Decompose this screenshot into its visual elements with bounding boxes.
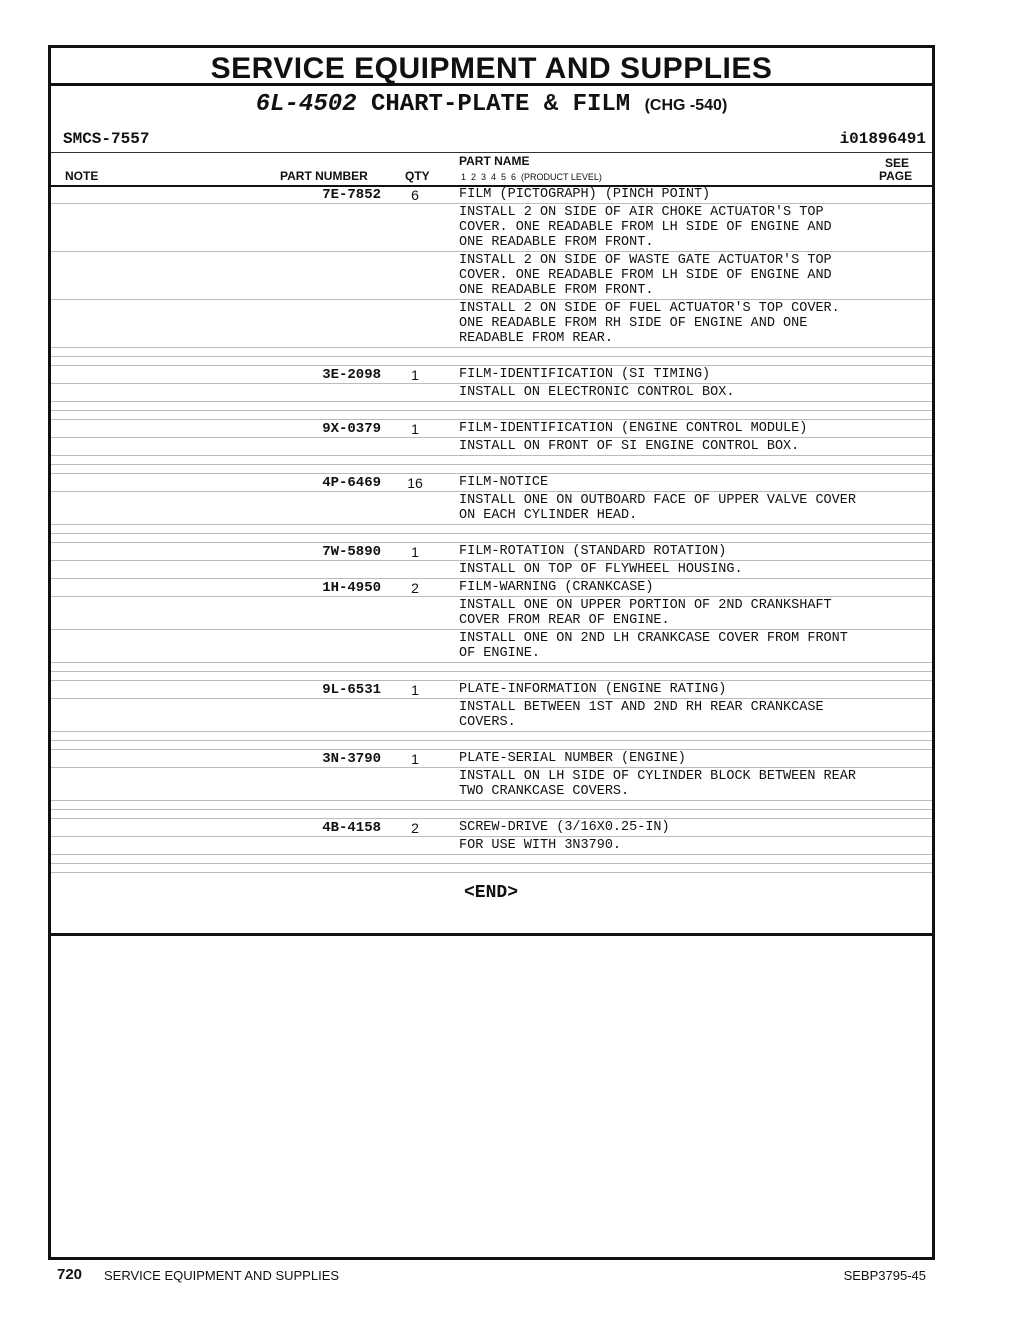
table-row: [51, 543, 932, 561]
part-name-cell: FILM-NOTICE: [459, 475, 549, 490]
qty-cell: [381, 864, 449, 865]
table-row: [51, 855, 932, 864]
table-row: [51, 420, 932, 438]
part-number-cell: [51, 855, 381, 856]
qty-cell: 1: [411, 421, 419, 437]
part-number-cell: [51, 456, 381, 457]
note-text-cell: [449, 411, 879, 412]
note-text-cell: [449, 801, 879, 802]
note-text-cell: [449, 855, 879, 856]
note-text-cell: [449, 357, 879, 358]
part-number-cell: [51, 438, 381, 439]
part-number-cell: [51, 597, 381, 598]
table-row: [51, 252, 932, 300]
qty-cell: [381, 837, 449, 838]
part-number-cell: [51, 357, 381, 358]
table-row: [51, 561, 932, 579]
qty-cell: [381, 438, 449, 439]
qty-cell: [381, 300, 449, 301]
part-name-cell: FILM-IDENTIFICATION (ENGINE CONTROL MODULE): [459, 421, 808, 436]
table-row: [51, 663, 932, 672]
part-number-cell: [51, 768, 381, 769]
table-row: [51, 864, 932, 873]
part-number-cell: [51, 732, 381, 733]
assembly-part-number: 6L-4502: [255, 91, 357, 118]
smcs-code: SMCS-7557: [63, 130, 150, 148]
part-number-cell: [51, 801, 381, 802]
table-row: [51, 597, 932, 630]
qty-cell: 1: [411, 367, 419, 383]
qty-cell: [381, 384, 449, 385]
note-text-cell: [449, 864, 879, 865]
footer-doc-id: SEBP3795-45: [843, 1268, 926, 1283]
footer-page-number: 720: [57, 1266, 83, 1283]
table-row: [51, 579, 932, 597]
qty-cell: [381, 741, 449, 742]
col-part-name: PART NAME: [459, 154, 530, 168]
note-text-cell: [449, 525, 879, 526]
table-row: [51, 699, 932, 732]
part-number-cell: [51, 492, 381, 493]
note-text-cell: [449, 465, 879, 466]
end-marker: <END>: [464, 883, 519, 903]
part-number-cell: [51, 465, 381, 466]
note-text-cell: [449, 348, 879, 349]
table-row: [51, 366, 932, 384]
table-row: [51, 630, 932, 663]
qty-cell: [381, 810, 449, 811]
qty-cell: [381, 855, 449, 856]
qty-cell: [381, 801, 449, 802]
note-text-cell: [449, 810, 879, 811]
table-row: [51, 402, 932, 411]
table-row: [51, 750, 932, 768]
qty-cell: 1: [411, 682, 419, 698]
note-text-cell: INSTALL ON TOP OF FLYWHEEL HOUSING.: [459, 562, 743, 577]
table-row: [51, 456, 932, 465]
part-number-cell: [51, 699, 381, 700]
qty-cell: [381, 456, 449, 457]
qty-cell: [381, 534, 449, 535]
table-row: [51, 810, 932, 819]
table-row: [51, 474, 932, 492]
qty-cell: [381, 672, 449, 673]
table-row: [51, 348, 932, 357]
part-number-cell: 4B-4158: [322, 820, 381, 836]
part-number-cell: [51, 384, 381, 385]
part-number-cell: [51, 348, 381, 349]
qty-cell: [381, 492, 449, 493]
table-row: [51, 534, 932, 543]
page-title: SERVICE EQUIPMENT AND SUPPLIES: [210, 52, 773, 85]
note-text-cell: FOR USE WITH 3N3790.: [459, 838, 622, 853]
part-name-cell: FILM-WARNING (CRANKCASE): [459, 580, 654, 595]
note-text-cell: [449, 741, 879, 742]
qty-cell: 1: [411, 751, 419, 767]
qty-cell: [381, 732, 449, 733]
part-number-cell: 9X-0379: [322, 421, 381, 437]
part-name-cell: PLATE-INFORMATION (ENGINE RATING): [459, 682, 727, 697]
assembly-part-title: CHART-PLATE & FILM: [370, 91, 631, 118]
part-number-cell: [51, 630, 381, 631]
table-row: [51, 300, 932, 348]
part-number-cell: [51, 672, 381, 673]
part-number-cell: [51, 300, 381, 301]
part-number-cell: 4P-6469: [322, 475, 381, 491]
note-text-cell: INSTALL ON LH SIDE OF CYLINDER BLOCK BETWEEN REAR TWO CRANKCASE COVERS.: [459, 769, 856, 799]
qty-cell: [381, 357, 449, 358]
table-row: [51, 837, 932, 855]
change-level: (CHG -540): [644, 97, 728, 114]
page-frame: [48, 45, 935, 1260]
qty-cell: [381, 561, 449, 562]
qty-cell: [381, 768, 449, 769]
part-number-cell: 1H-4950: [322, 580, 381, 596]
col-note: NOTE: [65, 169, 99, 183]
qty-cell: [381, 204, 449, 205]
illustration-id: i01896491: [839, 130, 926, 148]
note-text-cell: INSTALL 2 ON SIDE OF AIR CHOKE ACTUATOR'S TOP COVER. ONE READABLE FROM LH SIDE OF ENGINE AND ONE READABLE FROM FRONT.: [459, 205, 832, 250]
note-text-cell: [449, 672, 879, 673]
footer-section: SERVICE EQUIPMENT AND SUPPLIES: [104, 1268, 340, 1283]
part-number-cell: [51, 402, 381, 403]
table-row: [51, 438, 932, 456]
part-number-cell: [51, 663, 381, 664]
part-number-cell: [51, 204, 381, 205]
part-heading: [51, 91, 932, 118]
table-row: [51, 411, 932, 420]
col-page: PAGE: [879, 169, 913, 183]
table-row: [51, 672, 932, 681]
qty-cell: 2: [411, 820, 419, 836]
part-number-cell: [51, 525, 381, 526]
qty-cell: [381, 465, 449, 466]
part-number-cell: [51, 534, 381, 535]
qty-cell: [381, 597, 449, 598]
part-number-cell: [51, 252, 381, 253]
end-divider: [51, 933, 932, 936]
qty-cell: [381, 663, 449, 664]
title-divider: [51, 83, 932, 86]
col-part-number: PART NUMBER: [280, 169, 368, 183]
note-text-cell: [449, 456, 879, 457]
part-number-cell: [51, 741, 381, 742]
table-row: [51, 492, 932, 525]
part-name-cell: SCREW-DRIVE (3/16X0.25-IN): [459, 820, 670, 835]
note-text-cell: [449, 663, 879, 664]
note-text-cell: INSTALL BETWEEN 1ST AND 2ND RH REAR CRANKCASE COVERS.: [459, 700, 824, 730]
col-product-level: 1 2 3 4 5 6 (PRODUCT LEVEL): [461, 172, 602, 182]
qty-cell: 2: [411, 580, 419, 596]
table-row: [51, 384, 932, 402]
col-qty: QTY: [405, 169, 430, 183]
note-text-cell: INSTALL ONE ON OUTBOARD FACE OF UPPER VALVE COVER ON EACH CYLINDER HEAD.: [459, 493, 856, 523]
part-number-cell: [51, 864, 381, 865]
note-text-cell: [449, 534, 879, 535]
note-text-cell: INSTALL ONE ON 2ND LH CRANKCASE COVER FROM FRONT OF ENGINE.: [459, 631, 848, 661]
part-number-cell: [51, 837, 381, 838]
note-text-cell: [449, 402, 879, 403]
note-text-cell: INSTALL ON ELECTRONIC CONTROL BOX.: [459, 385, 735, 400]
note-text-cell: INSTALL ONE ON UPPER PORTION OF 2ND CRANKSHAFT COVER FROM REAR OF ENGINE.: [459, 598, 832, 628]
table-row: [51, 186, 932, 204]
part-number-cell: 7W-5890: [322, 544, 381, 560]
col-see: SEE: [885, 156, 910, 170]
part-number-cell: 7E-7852: [322, 187, 381, 203]
part-number-cell: [51, 561, 381, 562]
qty-cell: [381, 348, 449, 349]
table-row: [51, 768, 932, 801]
part-name-cell: FILM (PICTOGRAPH) (PINCH POINT): [459, 187, 711, 202]
qty-cell: [381, 411, 449, 412]
table-row: [51, 681, 932, 699]
part-number-cell: 9L-6531: [322, 682, 381, 698]
note-text-cell: INSTALL 2 ON SIDE OF WASTE GATE ACTUATOR'S TOP COVER. ONE READABLE FROM LH SIDE OF ENGINE AND ONE READABLE FROM FRONT.: [459, 253, 832, 298]
table-row: [51, 357, 932, 366]
table-row: [51, 801, 932, 810]
qty-cell: [381, 699, 449, 700]
qty-cell: [381, 402, 449, 403]
header-divider: [51, 152, 932, 153]
table-row: [51, 204, 932, 252]
part-number-cell: 3E-2098: [322, 367, 381, 383]
qty-cell: 1: [411, 544, 419, 560]
part-number-cell: 3N-3790: [322, 751, 381, 767]
note-text-cell: [449, 732, 879, 733]
part-name-cell: FILM-ROTATION (STANDARD ROTATION): [459, 544, 727, 559]
qty-cell: 6: [411, 187, 419, 203]
qty-cell: [381, 252, 449, 253]
qty-cell: [381, 525, 449, 526]
table-row: [51, 525, 932, 534]
part-number-cell: [51, 411, 381, 412]
table-row: [51, 741, 932, 750]
note-text-cell: INSTALL 2 ON SIDE OF FUEL ACTUATOR'S TOP COVER. ONE READABLE FROM RH SIDE OF ENGINE AND ONE READABLE FROM REAR.: [459, 301, 840, 346]
part-name-cell: PLATE-SERIAL NUMBER (ENGINE): [459, 751, 686, 766]
note-text-cell: INSTALL ON FRONT OF SI ENGINE CONTROL BOX.: [459, 439, 800, 454]
table-row: [51, 465, 932, 474]
qty-cell: 16: [407, 475, 423, 491]
qty-cell: [381, 630, 449, 631]
table-row: [51, 819, 932, 837]
table-row: [51, 732, 932, 741]
parts-table: [51, 186, 932, 873]
part-name-cell: FILM-IDENTIFICATION (SI TIMING): [459, 367, 711, 382]
part-number-cell: [51, 810, 381, 811]
